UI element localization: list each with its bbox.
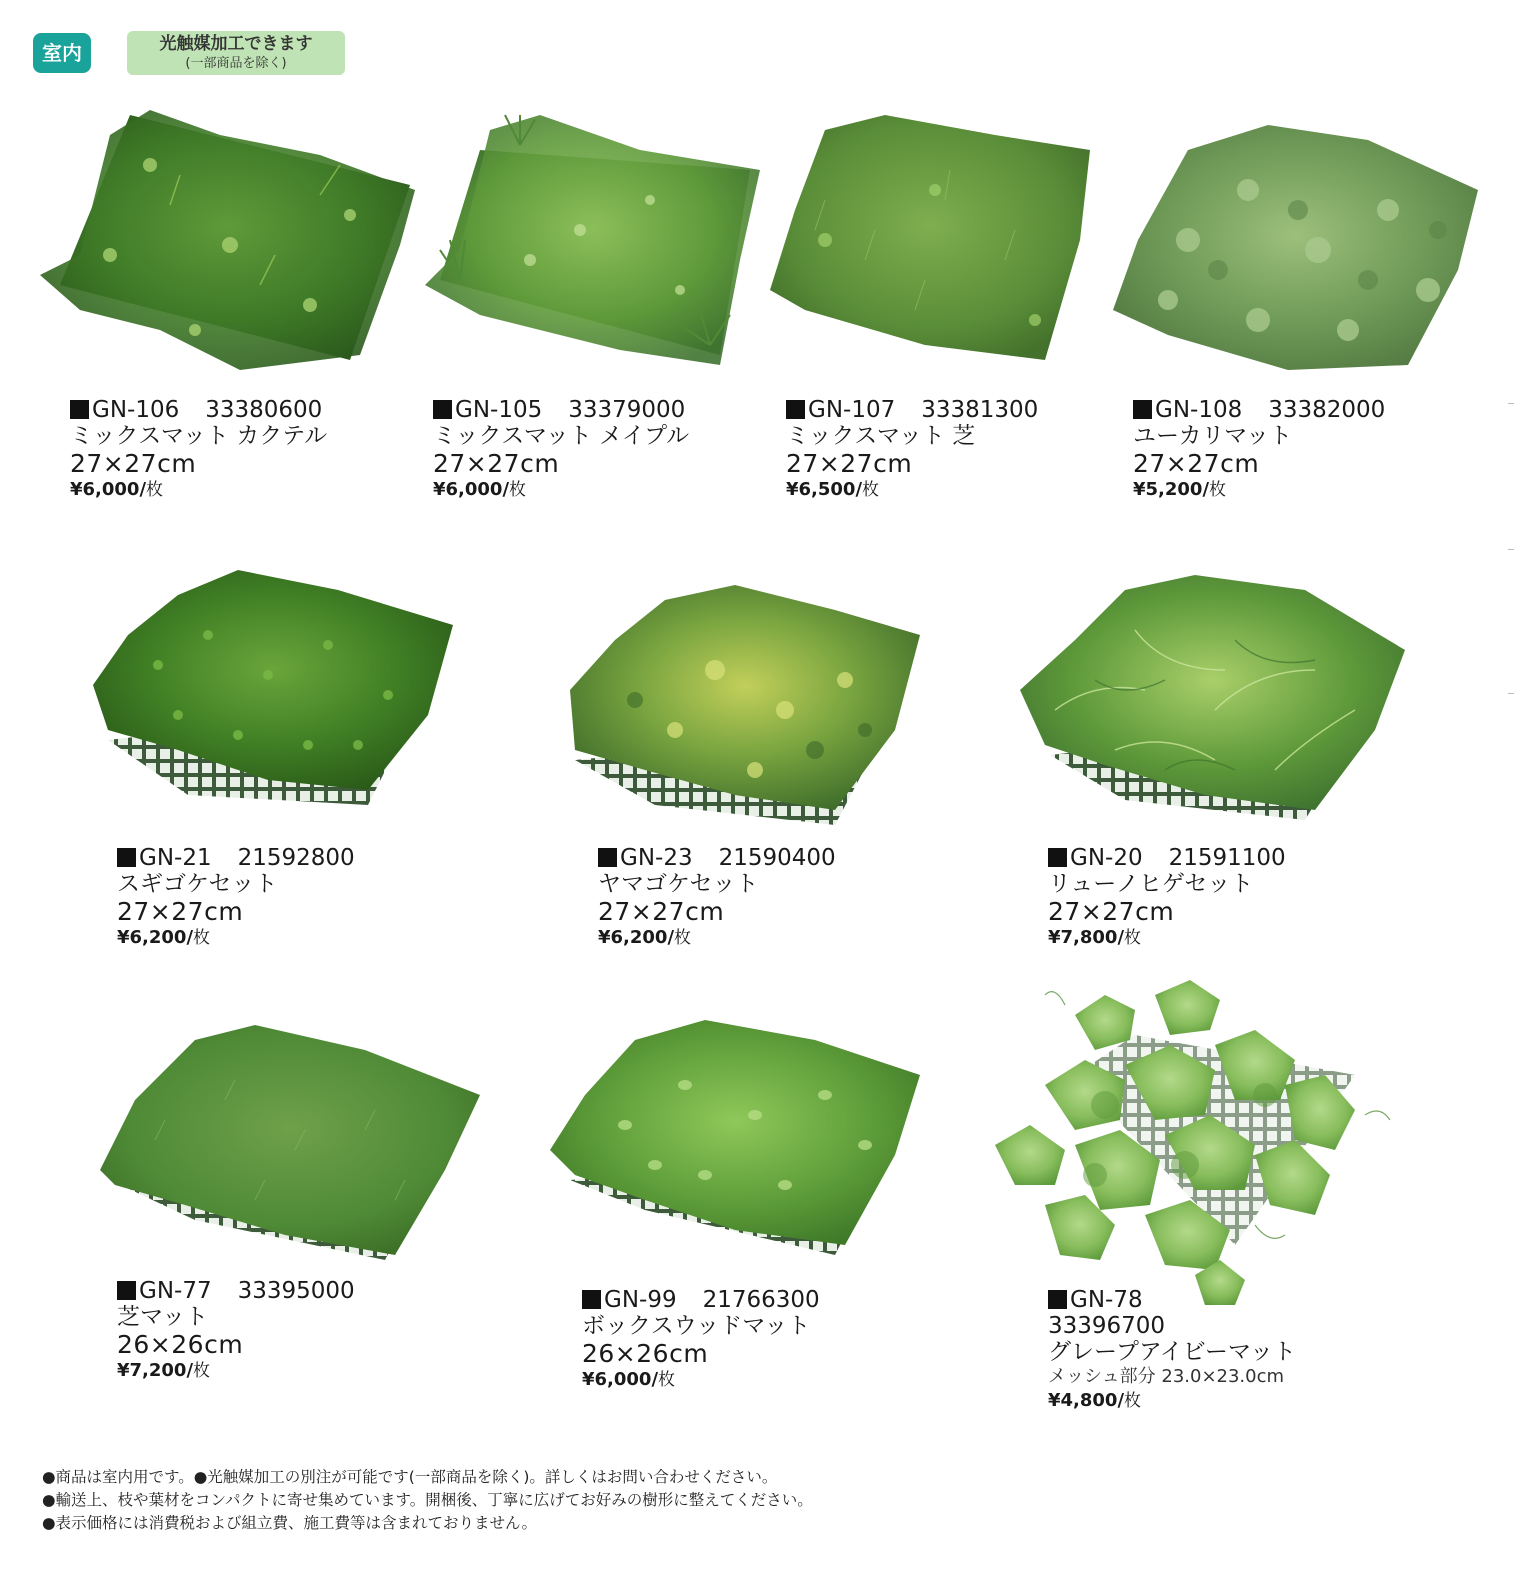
product-code-line bbox=[117, 845, 355, 871]
product-info bbox=[1048, 845, 1286, 951]
product-price-value: ¥6,500/ bbox=[786, 479, 863, 500]
product-price bbox=[1133, 477, 1385, 503]
product-code-line bbox=[433, 397, 689, 423]
product-price-value: ¥6,200/ bbox=[598, 927, 675, 948]
product-info bbox=[70, 397, 327, 503]
page-edge-tick bbox=[1508, 403, 1514, 404]
footnote-line: ●輸送上、枝や葉材をコンパクトに寄せ集めています。開梱後、丁寧に広げてお好みの樹形に整えてください。 bbox=[42, 1491, 813, 1509]
product-photo-gn99 bbox=[545, 1015, 925, 1260]
product-jan: 33380600 bbox=[205, 397, 323, 423]
footnote-line: ●表示価格には消費税および組立費、施工費等は含まれておりません。 bbox=[42, 1514, 537, 1532]
product-name: 芝マット bbox=[117, 1304, 209, 1330]
product-info bbox=[598, 845, 836, 951]
product-price-value: ¥7,200/ bbox=[117, 1360, 194, 1381]
product-price-unit: 枚 bbox=[658, 1370, 676, 1390]
product-price-value: ¥6,000/ bbox=[582, 1369, 659, 1390]
product-price-unit: 枚 bbox=[674, 928, 692, 948]
product-photo-gn108 bbox=[1108, 120, 1483, 375]
product-info bbox=[786, 397, 1038, 503]
product-photo-gn21 bbox=[88, 565, 456, 810]
product-size: 27×27cm bbox=[1133, 449, 1260, 478]
product-size: 26×26cm bbox=[582, 1339, 709, 1368]
product-jan: 33379000 bbox=[568, 397, 686, 423]
product-jan: 21592800 bbox=[237, 845, 355, 871]
indoor-badge: 室内用 bbox=[33, 33, 91, 73]
product-code-line bbox=[598, 845, 836, 871]
product-size: 27×27cm bbox=[1048, 897, 1175, 926]
product-price-unit: 枚 bbox=[193, 928, 211, 948]
product-jan: 21766300 bbox=[702, 1287, 820, 1313]
product-code-line bbox=[1133, 397, 1385, 423]
product-code: GN-99 bbox=[604, 1287, 677, 1313]
product-name: ユーカリマット bbox=[1133, 423, 1293, 449]
product-price-unit: 枚 bbox=[862, 480, 880, 500]
product-photo-gn78 bbox=[985, 975, 1415, 1315]
product-name: スギゴケセット bbox=[117, 871, 278, 897]
product-photo-gn107 bbox=[765, 110, 1095, 370]
product-price-unit: 枚 bbox=[146, 480, 164, 500]
photocatalyst-badge bbox=[127, 31, 345, 75]
product-size: 27×27cm bbox=[786, 449, 913, 478]
product-photo-gn23 bbox=[565, 580, 925, 825]
product-photo-gn106 bbox=[20, 105, 420, 380]
product-name: ミックスマット 芝 bbox=[786, 423, 976, 449]
product-price-unit: 枚 bbox=[1209, 480, 1227, 500]
product-code-line bbox=[117, 1278, 355, 1304]
product-price-value: ¥6,200/ bbox=[117, 927, 194, 948]
product-price bbox=[117, 925, 355, 951]
product-photo-gn105 bbox=[420, 110, 765, 375]
product-code-line bbox=[786, 397, 1038, 423]
product-size: 27×27cm bbox=[433, 449, 560, 478]
product-info bbox=[1133, 397, 1385, 503]
product-price-value: ¥7,800/ bbox=[1048, 927, 1125, 948]
product-price bbox=[1048, 1388, 1296, 1414]
product-price-value: ¥6,000/ bbox=[433, 479, 510, 500]
product-size: 26×26cm bbox=[117, 1330, 244, 1359]
product-name: ミックスマット カクテル bbox=[70, 423, 328, 449]
product-jan: 33395000 bbox=[237, 1278, 355, 1304]
product-name: ミックスマット メイプル bbox=[433, 423, 690, 449]
product-price bbox=[1048, 925, 1286, 951]
product-name: ヤマゴケセット bbox=[598, 871, 759, 897]
photocatalyst-badge-line1: 光触媒加工できます bbox=[159, 34, 313, 54]
product-code: GN-20 bbox=[1070, 845, 1143, 871]
product-jan: 33396700 bbox=[1048, 1313, 1166, 1339]
product-photo-gn20 bbox=[1015, 570, 1415, 825]
product-photo-gn77 bbox=[95, 1020, 485, 1265]
product-code: GN-108 bbox=[1155, 397, 1243, 423]
product-name: グレープアイビーマット bbox=[1048, 1339, 1296, 1365]
product-code-line bbox=[70, 397, 327, 423]
product-code-line bbox=[1048, 1287, 1296, 1313]
footnote-line: ●商品は室内用です。●光触媒加工の別注が可能です(一部商品を除く)。詳しくはお問い合わせください。 bbox=[42, 1468, 778, 1486]
product-price bbox=[598, 925, 836, 951]
product-price-value: ¥5,200/ bbox=[1133, 479, 1210, 500]
page-edge-tick bbox=[1508, 693, 1514, 694]
photocatalyst-badge-line2: (一部商品を除く) bbox=[185, 56, 287, 71]
product-code-line bbox=[1048, 845, 1286, 871]
product-code: GN-106 bbox=[92, 397, 180, 423]
product-code-line bbox=[582, 1287, 820, 1313]
product-info bbox=[117, 1278, 355, 1384]
product-code: GN-21 bbox=[139, 845, 212, 871]
product-jan: 33382000 bbox=[1268, 397, 1386, 423]
product-info bbox=[1048, 1287, 1296, 1414]
product-jan: 33381300 bbox=[921, 397, 1039, 423]
product-price-unit: 枚 bbox=[193, 1361, 211, 1381]
product-jan: 21591100 bbox=[1168, 845, 1286, 871]
product-info bbox=[433, 397, 689, 503]
product-code: GN-23 bbox=[620, 845, 693, 871]
product-info bbox=[582, 1287, 820, 1393]
product-price bbox=[786, 477, 1038, 503]
product-price bbox=[117, 1358, 355, 1384]
footnotes bbox=[42, 1466, 813, 1535]
product-jan: 21590400 bbox=[718, 845, 836, 871]
product-size: 27×27cm bbox=[117, 897, 244, 926]
product-size: 27×27cm bbox=[70, 449, 197, 478]
product-price bbox=[433, 477, 689, 503]
product-code: GN-78 bbox=[1070, 1287, 1143, 1313]
product-code: GN-107 bbox=[808, 397, 896, 423]
product-info bbox=[117, 845, 355, 951]
product-price-value: ¥6,000/ bbox=[70, 479, 147, 500]
product-price-value: ¥4,800/ bbox=[1048, 1390, 1125, 1411]
product-price-unit: 枚 bbox=[1124, 1391, 1142, 1411]
product-code: GN-77 bbox=[139, 1278, 212, 1304]
product-price bbox=[70, 477, 327, 503]
product-name: リューノヒゲセット bbox=[1048, 871, 1254, 897]
product-size: メッシュ部分 23.0×23.0cm bbox=[1048, 1366, 1285, 1387]
product-name: ボックスウッドマット bbox=[582, 1313, 811, 1339]
product-code: GN-105 bbox=[455, 397, 543, 423]
product-price-unit: 枚 bbox=[509, 480, 527, 500]
page-edge-tick bbox=[1508, 549, 1514, 550]
product-price bbox=[582, 1367, 820, 1393]
product-price-unit: 枚 bbox=[1124, 928, 1142, 948]
product-size: 27×27cm bbox=[598, 897, 725, 926]
